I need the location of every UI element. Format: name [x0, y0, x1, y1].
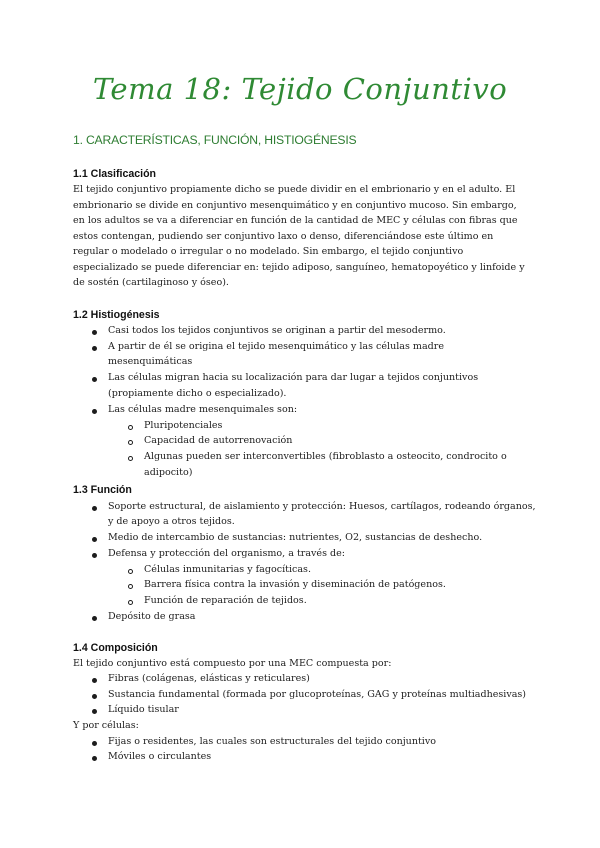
bullet-circle	[128, 569, 133, 574]
bullet-circle	[128, 584, 133, 589]
list-item: Móviles o circulantes	[108, 751, 212, 762]
bullet-dot	[92, 694, 97, 699]
list-item: Las células madre mesenquimales son:	[108, 404, 298, 415]
bullet-circle	[128, 440, 133, 445]
sub-list-item: Función de reparación de tejidos.	[144, 595, 307, 606]
clasificacion-line: estos contengan, pudiendo ser conjuntivo laxo o denso, diferenciándose este último en	[73, 231, 494, 242]
list-item: Depósito de grasa	[108, 611, 196, 622]
list-item: Fijas o residentes, las cuales son estructurales del tejido conjuntivo	[108, 736, 437, 747]
sub-list-item: Células inmunitarias y fagocíticas.	[144, 564, 311, 575]
list-item: Sustancia fundamental (formada por glucoproteínas, GAG y proteínas multiadhesivas)	[108, 689, 527, 700]
sub-list-item: Algunas pueden ser interconvertibles (fibroblasto a osteocito, condrocito o	[144, 451, 507, 462]
clasificacion-line: en los adultos se va a diferenciar en función de la cantidad de MEC y células con fibras que	[73, 215, 518, 226]
bullet-dot	[92, 506, 97, 511]
sub-list-item-continuation: adipocito)	[144, 467, 193, 478]
bullet-circle	[128, 425, 133, 430]
bullet-dot	[92, 741, 97, 746]
bullet-dot	[92, 553, 97, 558]
sub-list-item: Pluripotenciales	[144, 420, 223, 431]
clasificacion-line: regular o modelado o irregular o no modelado. Sin embargo, el tejido conjuntivo	[73, 246, 464, 257]
subheading-composicion: 1.4 Composición	[73, 642, 158, 654]
list-item: Medio de intercambio de sustancias: nutrientes, O2, sustancias de deshecho.	[108, 532, 483, 543]
list-item-continuation: (propiamente dicho o especializado).	[108, 388, 287, 399]
bullet-dot	[92, 346, 97, 351]
bullet-circle	[128, 600, 133, 605]
clasificacion-line: especializado se puede diferenciar en: tejido adiposo, sanguíneo, hematopoyético y linfoide y	[73, 262, 525, 273]
list-item: Defensa y protección del organismo, a través de:	[108, 548, 345, 559]
subheading-funcion: 1.3 Función	[73, 484, 132, 496]
list-item: Fibras (colágenas, elásticas y reticulares)	[108, 673, 310, 684]
list-item-continuation: y de apoyo a otros tejidos.	[108, 516, 235, 527]
bullet-dot	[92, 616, 97, 621]
list-item-continuation: mesenquimáticas	[108, 356, 193, 367]
list-item: Las células migran hacia su localización para dar lugar a tejidos conjuntivos	[108, 372, 479, 383]
bullet-dot	[92, 709, 97, 714]
subheading-histiogenesis: 1.2 Histiogénesis	[73, 309, 160, 321]
sub-list-item: Capacidad de autorrenovación	[144, 435, 293, 446]
list-item: A partir de él se origina el tejido mesenquimático y las células madre	[108, 341, 444, 352]
subheading-clasificacion: 1.1 Clasificación	[73, 168, 157, 180]
page-title: Tema 18: Tejido Conjuntivo	[92, 72, 508, 106]
list-item: Líquido tisular	[108, 704, 179, 715]
composicion-intro: El tejido conjuntivo está compuesto por una MEC compuesta por:	[73, 658, 392, 669]
bullet-dot	[92, 756, 97, 761]
clasificacion-line: embrionario se divide en conjuntivo mesenquimático y en conjuntivo mucoso. Sin embargo,	[73, 200, 517, 211]
bullet-circle	[128, 456, 133, 461]
section-heading-1: 1. CARACTERÍSTICAS, FUNCIÓN, HISTIOGÉNESIS	[73, 133, 357, 147]
composicion-intro-cells: Y por células:	[73, 720, 139, 731]
bullet-dot	[92, 537, 97, 542]
bullet-dot	[92, 409, 97, 414]
bullet-dot	[92, 377, 97, 382]
clasificacion-line: El tejido conjuntivo propiamente dicho se puede dividir en el embrionario y en el adulto. El	[73, 184, 516, 195]
list-item: Casi todos los tejidos conjuntivos se originan a partir del mesodermo.	[108, 325, 446, 336]
bullet-dot	[92, 678, 97, 683]
bullet-dot	[92, 330, 97, 335]
sub-list-item: Barrera física contra la invasión y diseminación de patógenos.	[144, 579, 446, 590]
list-item: Soporte estructural, de aislamiento y protección: Huesos, cartílagos, rodeando órganos,	[108, 501, 536, 512]
clasificacion-line: de sostén (cartilaginoso y óseo).	[73, 277, 229, 288]
